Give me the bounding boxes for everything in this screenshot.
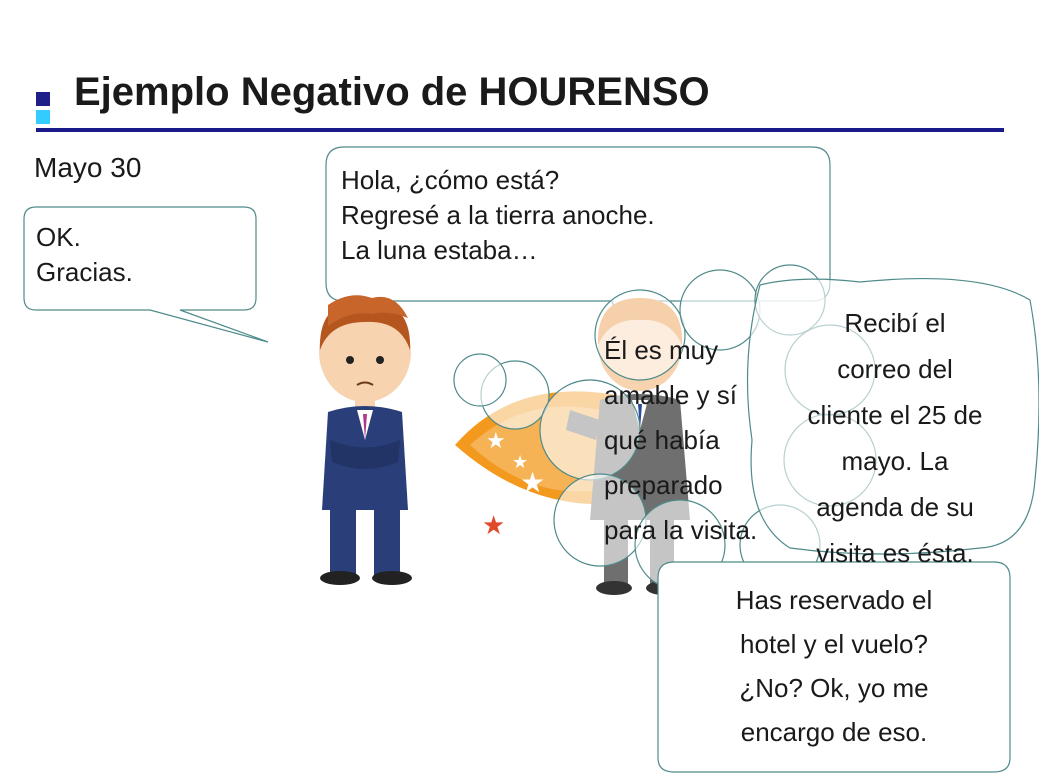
bubble-line: visita es ésta. bbox=[816, 538, 974, 568]
bubble-line: agenda de su bbox=[816, 492, 974, 522]
bubble-line: Recibí el bbox=[844, 308, 946, 338]
bubble-line: La luna estaba… bbox=[341, 235, 538, 265]
bubble-line: mayo. La bbox=[841, 446, 949, 476]
man-blue-suit bbox=[319, 295, 412, 585]
bubble-line: para la visita. bbox=[604, 515, 758, 545]
svg-text:★: ★ bbox=[520, 466, 546, 499]
speech-bubble-hola-text bbox=[341, 163, 655, 268]
bubble-line: qué había bbox=[604, 425, 720, 455]
svg-text:★: ★ bbox=[482, 511, 506, 541]
bubble-line: encargo de eso. bbox=[740, 717, 928, 747]
thought-bubble-amable-text bbox=[604, 328, 757, 553]
slide-title: Ejemplo Negativo de HOURENSO bbox=[74, 70, 710, 114]
bubble-line: Gracias. bbox=[36, 257, 133, 287]
thought-bubble-recibi-text bbox=[760, 300, 1030, 576]
speech-bubble-ok-text bbox=[36, 220, 133, 290]
bubble-line: correo del bbox=[837, 354, 953, 384]
bubble-line: ¿No? Ok, yo me bbox=[739, 673, 929, 703]
bubble-line: OK. bbox=[36, 222, 81, 252]
bubble-line: Regresé a la tierra anoche. bbox=[341, 200, 655, 230]
svg-text:★: ★ bbox=[512, 452, 529, 473]
bubble-line: amable y sí bbox=[604, 380, 737, 410]
speech-bubble-reservado-text bbox=[664, 578, 1004, 754]
bubble-line: cliente el 25 de bbox=[807, 400, 983, 430]
date-label: Mayo 30 bbox=[34, 152, 142, 183]
bubble-line: preparado bbox=[604, 470, 723, 500]
bubble-line: Hola, ¿cómo está? bbox=[341, 165, 560, 195]
bubble-line: hotel y el vuelo? bbox=[740, 629, 928, 659]
bubble-line: Has reservado el bbox=[735, 585, 933, 615]
bubble-line: Él es muy bbox=[604, 335, 719, 365]
svg-text:★: ★ bbox=[486, 429, 506, 454]
